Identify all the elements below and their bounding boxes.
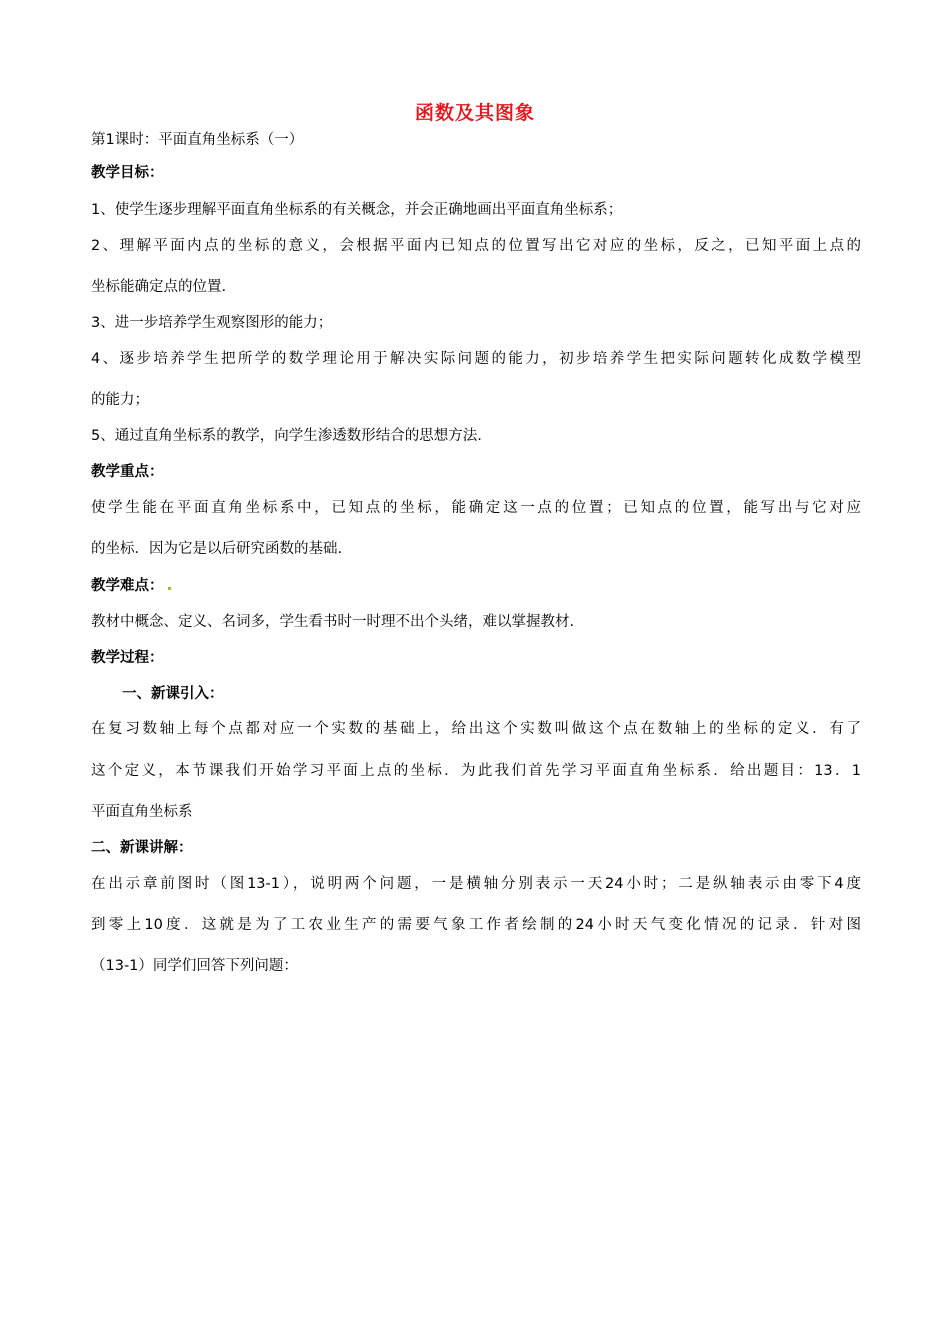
process-heading: 教学过程： xyxy=(91,650,164,666)
section-1-line-2: 这个定义，本节课我们开始学习平面上点的坐标．为此我们首先学习平面直角坐标系．给出题目：13．1 xyxy=(91,763,861,779)
section-1-line-1: 在复习数轴上每个点都对应一个实数的基础上，给出这个实数叫做这个点在数轴上的坐标的定义．有了 xyxy=(91,721,861,737)
objective-item-3: 3、进一步培养学生观察图形的能力； xyxy=(91,315,333,331)
objective-item-4-line-1: 4、逐步培养学生把所学的数学理论用于解决实际问题的能力，初步培养学生把实际问题转化成数学模型 xyxy=(91,351,861,367)
key-points-line-1: 使学生能在平面直角坐标系中，已知点的坐标，能确定这一点的位置；已知点的位置，能写出与它对应 xyxy=(91,500,861,516)
section-2-heading: 二、新课讲解： xyxy=(91,840,193,856)
section-2-line-2: 到零上10度．这就是为了工农业生产的需要气象工作者绘制的24小时天气变化情况的记录．针对图 xyxy=(91,917,861,933)
objective-item-4-line-2: 的能力； xyxy=(91,392,149,408)
objectives-heading: 教学目标： xyxy=(91,165,164,181)
objective-item-2-line-1: 2、理解平面内点的坐标的意义，会根据平面内已知点的位置写出它对应的坐标，反之，已知平面上点的 xyxy=(91,238,861,254)
lesson-subtitle: 第1课时：平面直角坐标系（一） xyxy=(91,132,304,148)
difficulties-text: 教材中概念、定义、名词多，学生看书时一时理不出个头绪，难以掌握教材. xyxy=(91,614,575,630)
objective-item-1: 1、使学生逐步理解平面直角坐标系的有关概念，并会正确地画出平面直角坐标系； xyxy=(91,202,623,218)
key-points-line-2: 的坐标．因为它是以后研究函数的基础. xyxy=(91,541,343,557)
green-dot-mark xyxy=(168,587,171,590)
difficulties-heading: 教学难点： xyxy=(91,578,164,594)
section-1-heading: 一、新课引入： xyxy=(122,686,224,702)
objective-item-2-line-2: 坐标能确定点的位置. xyxy=(91,279,227,295)
document-title: 函数及其图象 xyxy=(414,102,535,124)
key-points-heading: 教学重点： xyxy=(91,464,164,480)
section-2-line-3: （13-1）同学们回答下列问题： xyxy=(91,958,298,974)
difficulties-heading-wrap xyxy=(91,576,171,596)
section-2-line-1: 在出示章前图时（图13-1），说明两个问题，一是横轴分别表示一天24小时；二是纵轴表示由零下4度 xyxy=(91,876,861,892)
section-1-line-3: 平面直角坐标系 xyxy=(91,804,193,820)
objective-item-5: 5、通过直角坐标系的教学，向学生渗透数形结合的思想方法. xyxy=(91,428,482,444)
